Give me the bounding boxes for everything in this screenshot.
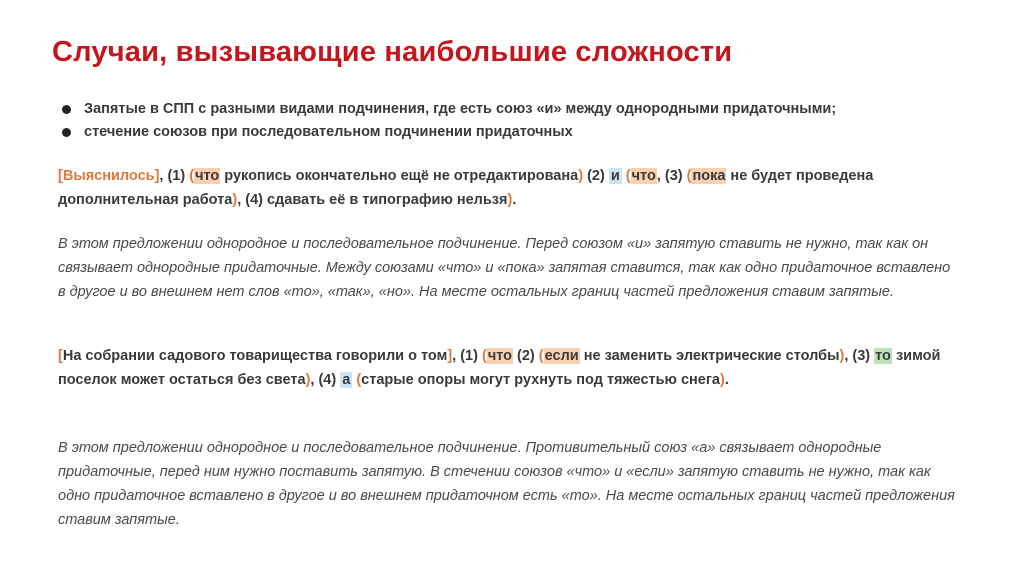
conjunction-highlight: что <box>487 348 513 364</box>
bullet-list <box>62 98 836 144</box>
example-sentence-1 <box>58 164 958 212</box>
bracket-close: ] <box>154 168 160 184</box>
text-fragment: , (1) <box>452 348 482 364</box>
slide-title: Случаи, вызывающие наибольшие сложности <box>52 36 733 68</box>
paren-open: ( <box>356 372 362 388</box>
text-fragment: не будет проведена дополнительная работа <box>58 168 874 208</box>
paren-open: ( <box>538 348 544 364</box>
text-fragment: . <box>724 372 729 388</box>
correlative-highlight-green: то <box>875 348 891 364</box>
conjunction-highlight-blue: а <box>342 372 351 388</box>
main-clause: На собрании садового товарищества говорили о том <box>62 348 448 364</box>
bracket-close: ] <box>447 348 453 364</box>
conjunction-highlight-blue: и <box>610 168 620 184</box>
paren-close: ) <box>839 348 845 364</box>
conjunction-highlight: что <box>195 168 220 184</box>
paren-close: ) <box>719 372 725 388</box>
text-fragment: не заменить электрические столбы <box>579 348 840 364</box>
bullet-item <box>62 121 836 144</box>
bullet-dot-icon <box>62 128 71 137</box>
text-fragment: старые опоры могут рухнуть под тяжестью снега <box>361 372 720 388</box>
text-fragment: . <box>512 192 517 208</box>
text-fragment: , (3) <box>656 168 687 184</box>
text-fragment: (2) <box>583 168 609 184</box>
text-fragment: (2) <box>513 348 539 364</box>
bullet-text: Запятые в СПП с разными видами подчинения, где есть союз «и» между однородными придаточными; <box>84 101 837 117</box>
paren-open: ( <box>481 348 487 364</box>
text-fragment: зимой поселок может остаться без света <box>58 348 941 388</box>
conjunction-highlight: пока <box>692 168 726 184</box>
conjunction-highlight: что <box>631 168 656 184</box>
paren-close: ) <box>232 192 238 208</box>
example-sentence-2 <box>58 344 958 392</box>
paren-open: ( <box>686 168 692 184</box>
conjunction-highlight: если <box>544 348 579 364</box>
paren-open: ( <box>189 168 195 184</box>
text-fragment: , (4) сдавать её в типографию нельзя <box>237 192 508 208</box>
bullet-text: стечение союзов при последовательном подчинении придаточных <box>84 124 573 140</box>
explanation-1: В этом предложении однородное и последовательное подчинение. Перед союзом «и» запятую ставить не нужно, так как он связывает однородные придаточные. Между союзами «что» и «пока» запятая ставится, так как одно придаточное вставлено в другое и во внешнем нет слов «то», «так», «но». На месте остальных границ частей предложения ставим запятые. <box>58 236 951 300</box>
bracket-open: [ <box>58 348 63 364</box>
paren-open: ( <box>625 168 631 184</box>
paren-close: ) <box>578 168 584 184</box>
explanation-2: В этом предложении однородное и последовательное подчинение. Противительный союз «а» связывает однородные придаточные, перед ним нужно поставить запятую. В стечении союзов «что» и «если» запятую ставить не нужно, так как одно придаточное вставлено в другое и во внешнем придаточном есть «то». На месте остальных границ частей предложения ставим запятые. <box>58 440 955 528</box>
paren-close: ) <box>305 372 311 388</box>
bracket-open: [ <box>58 168 63 184</box>
text-fragment: , (1) <box>159 168 190 184</box>
text-fragment: , (3) <box>844 348 875 364</box>
paren-close: ) <box>507 192 513 208</box>
main-clause: Выяснилось <box>62 168 155 184</box>
bullet-item <box>62 98 836 121</box>
bullet-dot-icon <box>62 105 71 114</box>
text-fragment: рукопись окончательно ещё не отредактирована <box>220 168 579 184</box>
text-fragment: , (4) <box>310 372 341 388</box>
